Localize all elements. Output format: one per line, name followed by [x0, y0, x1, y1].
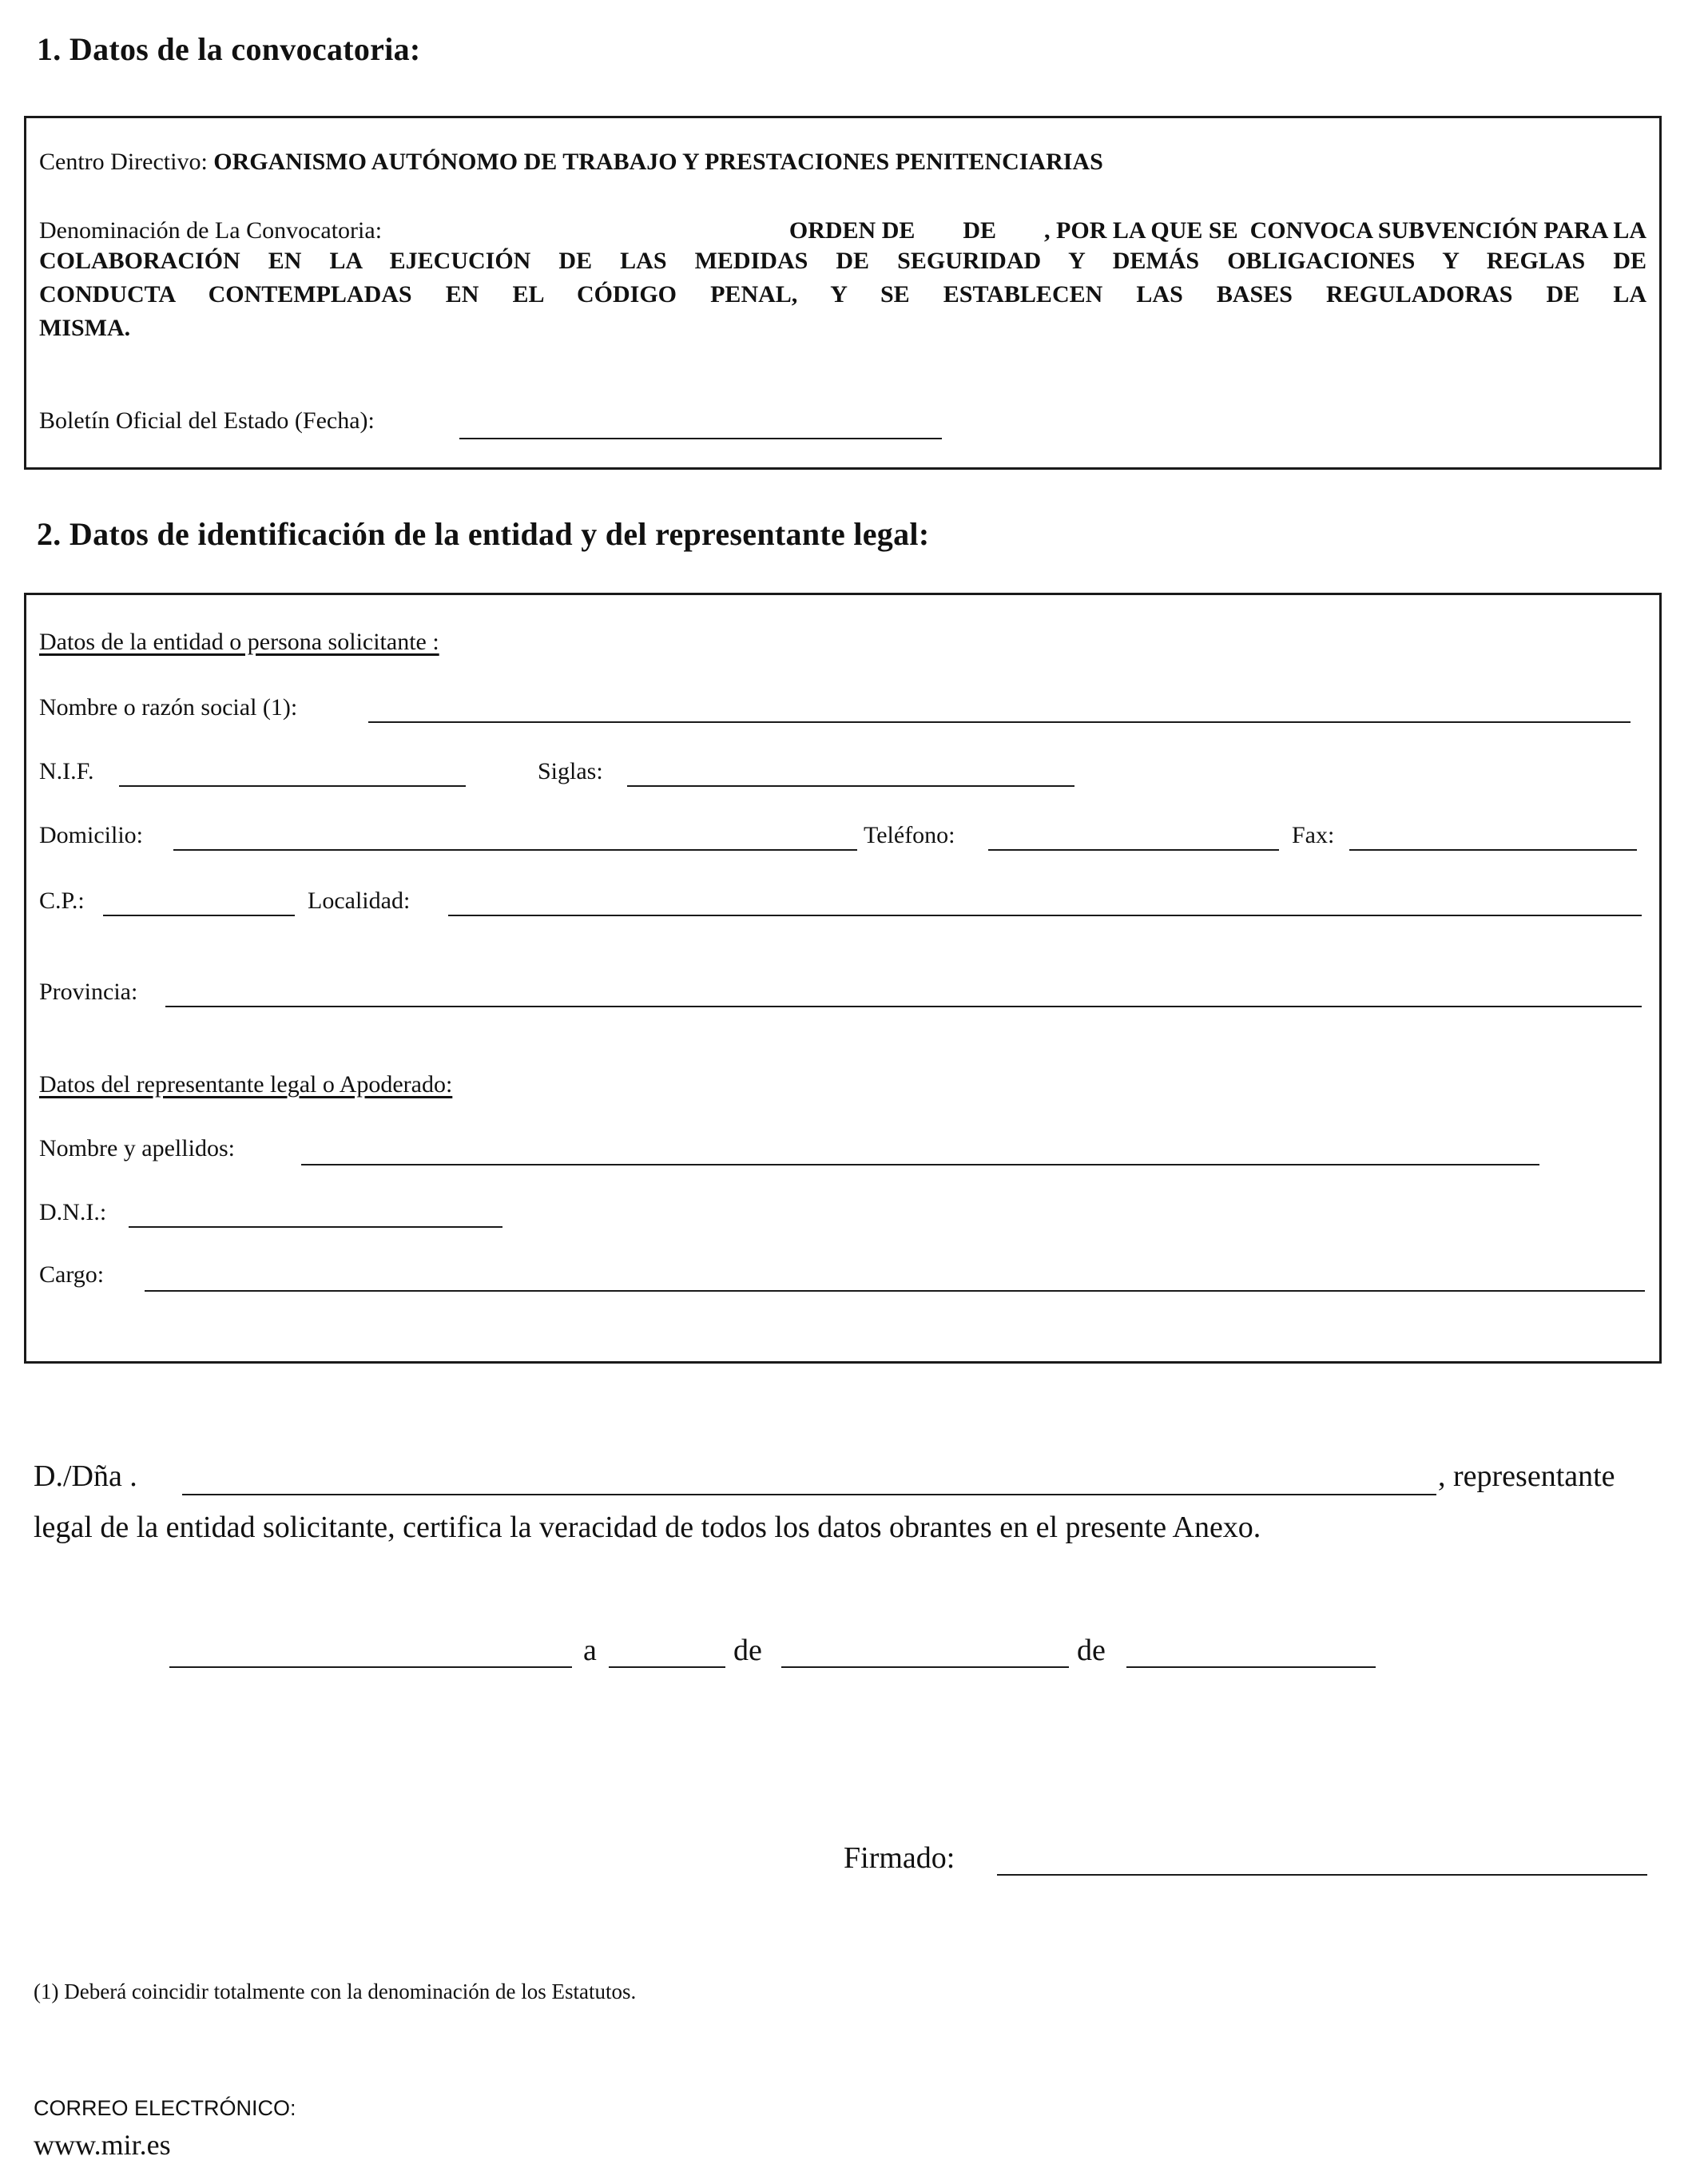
- email-label: CORREO ELECTRÓNICO:: [34, 2096, 296, 2120]
- entidad-heading: Datos de la entidad o persona solicitante :: [39, 629, 439, 655]
- localidad-field[interactable]: [448, 915, 1642, 916]
- date-a-label: a: [583, 1634, 597, 1667]
- denominacion-block: [39, 217, 1646, 345]
- telefono-field[interactable]: [988, 849, 1279, 851]
- date-day-field[interactable]: [609, 1666, 725, 1668]
- section-1-title: 1. Datos de la convocatoria:: [37, 31, 421, 67]
- fax-field[interactable]: [1349, 849, 1637, 851]
- certification-suffix: , representante: [1438, 1459, 1615, 1493]
- denominacion-line-3: CONDUCTA CONTEMPLADAS EN EL CÓDIGO PENAL, Y SE ESTABLECEN LAS BASES REGULADORAS DE LA: [39, 281, 1646, 308]
- siglas-label: Siglas:: [538, 758, 603, 784]
- nombre-apellidos-label: Nombre y apellidos:: [39, 1135, 235, 1161]
- identificacion-box: [24, 593, 1662, 1364]
- date-month-field[interactable]: [781, 1666, 1069, 1668]
- nif-field[interactable]: [119, 785, 466, 787]
- date-de-label-2: de: [1077, 1634, 1106, 1667]
- section-2-title: 2. Datos de identificación de la entidad y del representante legal:: [37, 516, 930, 552]
- centro-directivo-row: [39, 149, 1103, 176]
- certification-prefix: D./Dña .: [34, 1459, 137, 1493]
- provincia-label: Provincia:: [39, 979, 138, 1005]
- nombre-razon-label: Nombre o razón social (1):: [39, 694, 298, 721]
- representante-heading: Datos del representante legal o Apoderado:: [39, 1071, 453, 1098]
- date-place-field[interactable]: [169, 1666, 572, 1668]
- nif-label: N.I.F.: [39, 758, 94, 784]
- website-link[interactable]: www.mir.es: [34, 2129, 171, 2161]
- denominacion-line-2: COLABORACIÓN EN LA EJECUCIÓN DE LAS MEDIDAS DE SEGURIDAD Y DEMÁS OBLIGACIONES Y REGLAS DE: [39, 248, 1646, 274]
- cp-field[interactable]: [103, 915, 295, 916]
- localidad-label: Localidad:: [308, 887, 411, 914]
- telefono-label: Teléfono:: [864, 822, 955, 848]
- denominacion-line-1: [39, 217, 1646, 244]
- boe-date-field[interactable]: [459, 438, 942, 439]
- denominacion-label: Denominación de La Convocatoria:: [39, 217, 383, 244]
- convocatoria-box: [24, 116, 1662, 470]
- footnote: (1) Deberá coincidir totalmente con la denominación de los Estatutos.: [34, 1979, 637, 2003]
- date-year-field[interactable]: [1126, 1666, 1376, 1668]
- signature-label: Firmado:: [844, 1841, 955, 1875]
- nombre-apellidos-field[interactable]: [301, 1164, 1539, 1165]
- boe-label: Boletín Oficial del Estado (Fecha):: [39, 407, 375, 434]
- provincia-field[interactable]: [165, 1006, 1642, 1007]
- denominacion-value-1: ORDEN DE DE , POR LA QUE SE CONVOCA SUBVENCIÓN PARA LA: [788, 217, 1646, 244]
- cargo-field[interactable]: [145, 1290, 1645, 1292]
- domicilio-field[interactable]: [173, 849, 857, 851]
- date-de-label-1: de: [733, 1634, 762, 1667]
- dni-field[interactable]: [129, 1226, 502, 1228]
- centro-directivo-value: ORGANISMO AUTÓNOMO DE TRABAJO Y PRESTACIONES PENITENCIARIAS: [213, 149, 1103, 175]
- certification-name-field[interactable]: [182, 1494, 1436, 1495]
- certification-text: legal de la entidad solicitante, certifica la veracidad de todos los datos obrantes en el presente Anexo.: [34, 1511, 1261, 1544]
- cp-label: C.P.:: [39, 887, 85, 914]
- dni-label: D.N.I.:: [39, 1199, 107, 1225]
- domicilio-label: Domicilio:: [39, 822, 143, 848]
- denominacion-line-4: MISMA.: [39, 315, 131, 341]
- cargo-label: Cargo:: [39, 1261, 105, 1288]
- fax-label: Fax:: [1292, 822, 1335, 848]
- siglas-field[interactable]: [627, 785, 1074, 787]
- signature-field[interactable]: [997, 1874, 1647, 1876]
- nombre-razon-field[interactable]: [368, 721, 1631, 723]
- centro-directivo-label: Centro Directivo:: [39, 149, 208, 175]
